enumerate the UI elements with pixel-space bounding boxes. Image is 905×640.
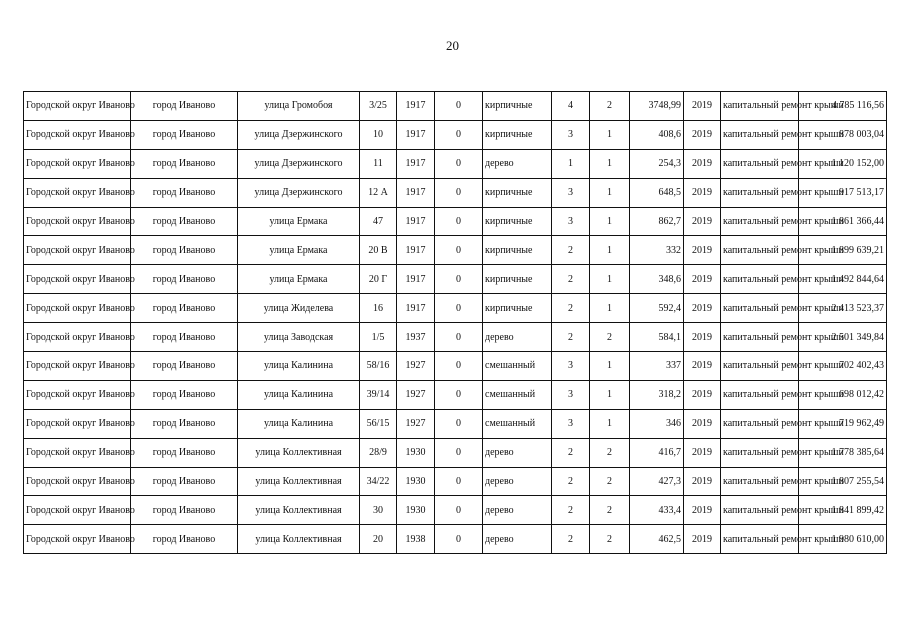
cell-wall-material: дерево [483,323,552,352]
cell-wall-material: дерево [483,438,552,467]
cell-year: 1917 [397,149,435,178]
cell-plan-year: 2019 [684,92,721,121]
cell-city: город Иваново [131,496,238,525]
cell-street: улица Калинина [238,352,360,381]
cell-work-type: капитальный ремонт крыши [721,92,799,121]
table-row [24,380,887,409]
cell-area: 332 [630,236,684,265]
cell-cost: 1 492 844,64 [799,265,887,294]
cell-year: 1917 [397,294,435,323]
cell-year: 1917 [397,265,435,294]
cell-floors: 3 [552,409,590,438]
cell-entrances: 2 [590,496,630,525]
cell-district: Городской округ Иваново [24,352,131,381]
cell-plan-year: 2019 [684,467,721,496]
table-row [24,352,887,381]
cell-city: город Иваново [131,380,238,409]
cell-district: Городской округ Иваново [24,294,131,323]
cell-plan-year: 2019 [684,380,721,409]
cell-entrances: 1 [590,207,630,236]
cell-entrances: 2 [590,323,630,352]
cell-street: улица Ермака [238,236,360,265]
cell-floors: 2 [552,525,590,554]
table-row [24,149,887,178]
cell-district: Городской округ Иваново [24,525,131,554]
cell-house-number: 30 [360,496,397,525]
cell-cost: 4 785 116,56 [799,92,887,121]
cell-wall-material: дерево [483,525,552,554]
table-row [24,294,887,323]
cell-year: 1917 [397,120,435,149]
cell-house-number: 34/22 [360,467,397,496]
cell-district: Городской округ Иваново [24,438,131,467]
cell-plan-year: 2019 [684,294,721,323]
cell-cost: 719 962,49 [799,409,887,438]
cell-cost: 1 899 639,21 [799,236,887,265]
cell-house-number: 56/15 [360,409,397,438]
cell-street: улица Коллективная [238,496,360,525]
cell-area: 416,7 [630,438,684,467]
cell-year: 1930 [397,438,435,467]
cell-wall-material: кирпичные [483,207,552,236]
cell-house-number: 39/14 [360,380,397,409]
cell-area: 3748,99 [630,92,684,121]
cell-street: улица Калинина [238,409,360,438]
cell-cost: 1 980 610,00 [799,525,887,554]
cell-work-type: капитальный ремонт крыши [721,438,799,467]
cell-area: 318,2 [630,380,684,409]
cell-floors: 2 [552,323,590,352]
cell-cost: 702 402,43 [799,352,887,381]
table-body [24,92,887,554]
table-row [24,409,887,438]
cell-city: город Иваново [131,525,238,554]
cell-street: улица Коллективная [238,438,360,467]
cell-entrances: 1 [590,294,630,323]
cell-cost: 2 413 523,37 [799,294,887,323]
cell-street: улица Заводская [238,323,360,352]
cell-street: улица Дзержинского [238,149,360,178]
cell-col6: 0 [435,149,483,178]
cell-col6: 0 [435,438,483,467]
page-number: 20 [446,38,459,53]
cell-street: улица Коллективная [238,467,360,496]
cell-cost: 1 120 152,00 [799,149,887,178]
cell-work-type: капитальный ремонт крыши [721,178,799,207]
cell-work-type: капитальный ремонт крыши [721,380,799,409]
cell-col6: 0 [435,294,483,323]
cell-year: 1937 [397,323,435,352]
cell-area: 427,3 [630,467,684,496]
cell-area: 346 [630,409,684,438]
cell-entrances: 1 [590,120,630,149]
cell-district: Городской округ Иваново [24,92,131,121]
cell-col6: 0 [435,236,483,265]
cell-year: 1927 [397,352,435,381]
cell-street: улица Коллективная [238,525,360,554]
cell-cost: 1 807 255,54 [799,467,887,496]
cell-area: 462,5 [630,525,684,554]
cell-floors: 2 [552,438,590,467]
cell-work-type: капитальный ремонт крыши [721,265,799,294]
cell-house-number: 58/16 [360,352,397,381]
cell-year: 1927 [397,380,435,409]
cell-district: Городской округ Иваново [24,120,131,149]
cell-plan-year: 2019 [684,236,721,265]
cell-plan-year: 2019 [684,207,721,236]
cell-cost: 917 513,17 [799,178,887,207]
cell-floors: 3 [552,120,590,149]
cell-house-number: 12 А [360,178,397,207]
cell-wall-material: кирпичные [483,236,552,265]
cell-wall-material: кирпичные [483,178,552,207]
table-row [24,265,887,294]
cell-plan-year: 2019 [684,178,721,207]
table-row [24,120,887,149]
cell-city: город Иваново [131,120,238,149]
cell-work-type: капитальный ремонт крыши [721,525,799,554]
cell-wall-material: кирпичные [483,120,552,149]
cell-house-number: 1/5 [360,323,397,352]
table-row [24,92,887,121]
cell-floors: 3 [552,380,590,409]
cell-floors: 2 [552,467,590,496]
cell-house-number: 10 [360,120,397,149]
cell-area: 648,5 [630,178,684,207]
cell-district: Городской округ Иваново [24,409,131,438]
cell-plan-year: 2019 [684,525,721,554]
cell-work-type: капитальный ремонт крыши [721,352,799,381]
cell-area: 408,6 [630,120,684,149]
table-row [24,525,887,554]
cell-house-number: 3/25 [360,92,397,121]
cell-floors: 2 [552,236,590,265]
cell-area: 433,4 [630,496,684,525]
cell-entrances: 2 [590,525,630,554]
cell-wall-material: кирпичные [483,92,552,121]
cell-year: 1917 [397,207,435,236]
cell-entrances: 1 [590,178,630,207]
cell-col6: 0 [435,525,483,554]
cell-city: город Иваново [131,352,238,381]
cell-entrances: 1 [590,352,630,381]
cell-cost: 878 003,04 [799,120,887,149]
cell-year: 1927 [397,409,435,438]
cell-wall-material: смешанный [483,352,552,381]
cell-entrances: 1 [590,265,630,294]
cell-work-type: капитальный ремонт крыши [721,207,799,236]
cell-cost: 1 778 385,64 [799,438,887,467]
cell-district: Городской округ Иваново [24,380,131,409]
housing-registry-table [23,91,887,554]
cell-entrances: 2 [590,438,630,467]
cell-cost: 1 841 899,42 [799,496,887,525]
cell-city: город Иваново [131,207,238,236]
cell-year: 1938 [397,525,435,554]
cell-cost: 1 861 366,44 [799,207,887,236]
cell-year: 1930 [397,496,435,525]
cell-area: 862,7 [630,207,684,236]
cell-entrances: 1 [590,236,630,265]
cell-district: Городской округ Иваново [24,265,131,294]
cell-floors: 1 [552,149,590,178]
cell-plan-year: 2019 [684,120,721,149]
cell-city: город Иваново [131,92,238,121]
cell-street: улица Ермака [238,207,360,236]
cell-district: Городской округ Иваново [24,323,131,352]
cell-cost: 2 501 349,84 [799,323,887,352]
cell-district: Городской округ Иваново [24,178,131,207]
cell-year: 1917 [397,178,435,207]
cell-col6: 0 [435,467,483,496]
cell-street: улица Громобоя [238,92,360,121]
cell-street: улица Дзержинского [238,120,360,149]
cell-wall-material: дерево [483,467,552,496]
cell-city: город Иваново [131,323,238,352]
cell-district: Городской округ Иваново [24,207,131,236]
cell-city: город Иваново [131,294,238,323]
cell-house-number: 16 [360,294,397,323]
cell-street: улица Ермака [238,265,360,294]
cell-plan-year: 2019 [684,496,721,525]
cell-work-type: капитальный ремонт крыши [721,236,799,265]
cell-wall-material: дерево [483,496,552,525]
cell-col6: 0 [435,265,483,294]
cell-city: город Иваново [131,438,238,467]
cell-city: город Иваново [131,178,238,207]
cell-wall-material: дерево [483,149,552,178]
cell-city: город Иваново [131,265,238,294]
cell-street: улица Дзержинского [238,178,360,207]
table-row [24,236,887,265]
table-row [24,323,887,352]
cell-year: 1917 [397,236,435,265]
cell-city: город Иваново [131,149,238,178]
cell-floors: 2 [552,294,590,323]
cell-house-number: 11 [360,149,397,178]
cell-entrances: 1 [590,380,630,409]
cell-area: 254,3 [630,149,684,178]
cell-plan-year: 2019 [684,265,721,294]
cell-floors: 2 [552,265,590,294]
cell-col6: 0 [435,120,483,149]
cell-floors: 3 [552,207,590,236]
cell-col6: 0 [435,207,483,236]
cell-floors: 4 [552,92,590,121]
cell-area: 337 [630,352,684,381]
cell-street: улица Жиделева [238,294,360,323]
cell-house-number: 20 Г [360,265,397,294]
cell-city: город Иваново [131,467,238,496]
cell-city: город Иваново [131,409,238,438]
table-row [24,496,887,525]
cell-plan-year: 2019 [684,323,721,352]
cell-house-number: 28/9 [360,438,397,467]
cell-plan-year: 2019 [684,438,721,467]
cell-year: 1917 [397,92,435,121]
cell-entrances: 1 [590,409,630,438]
cell-floors: 3 [552,352,590,381]
cell-house-number: 47 [360,207,397,236]
cell-district: Городской округ Иваново [24,496,131,525]
cell-street: улица Калинина [238,380,360,409]
cell-year: 1930 [397,467,435,496]
cell-work-type: капитальный ремонт крыши [721,294,799,323]
cell-house-number: 20 В [360,236,397,265]
cell-col6: 0 [435,380,483,409]
cell-district: Городской округ Иваново [24,149,131,178]
table-row [24,207,887,236]
cell-city: город Иваново [131,236,238,265]
cell-entrances: 1 [590,149,630,178]
table-row [24,178,887,207]
cell-col6: 0 [435,178,483,207]
cell-floors: 2 [552,496,590,525]
cell-work-type: капитальный ремонт крыши [721,409,799,438]
cell-wall-material: смешанный [483,380,552,409]
cell-entrances: 2 [590,92,630,121]
cell-col6: 0 [435,352,483,381]
cell-wall-material: смешанный [483,409,552,438]
cell-floors: 3 [552,178,590,207]
cell-house-number: 20 [360,525,397,554]
cell-work-type: капитальный ремонт крыши [721,467,799,496]
cell-district: Городской округ Иваново [24,236,131,265]
cell-wall-material: кирпичные [483,265,552,294]
cell-work-type: капитальный ремонт крыши [721,323,799,352]
table-row [24,438,887,467]
cell-area: 592,4 [630,294,684,323]
cell-district: Городской округ Иваново [24,467,131,496]
cell-col6: 0 [435,409,483,438]
cell-work-type: капитальный ремонт крыши [721,496,799,525]
table-row [24,467,887,496]
cell-work-type: капитальный ремонт крыши [721,149,799,178]
cell-plan-year: 2019 [684,149,721,178]
cell-cost: 698 012,42 [799,380,887,409]
cell-area: 584,1 [630,323,684,352]
cell-plan-year: 2019 [684,409,721,438]
cell-col6: 0 [435,92,483,121]
cell-area: 348,6 [630,265,684,294]
cell-col6: 0 [435,323,483,352]
cell-entrances: 2 [590,467,630,496]
cell-wall-material: кирпичные [483,294,552,323]
cell-work-type: капитальный ремонт крыши [721,120,799,149]
cell-col6: 0 [435,496,483,525]
cell-plan-year: 2019 [684,352,721,381]
